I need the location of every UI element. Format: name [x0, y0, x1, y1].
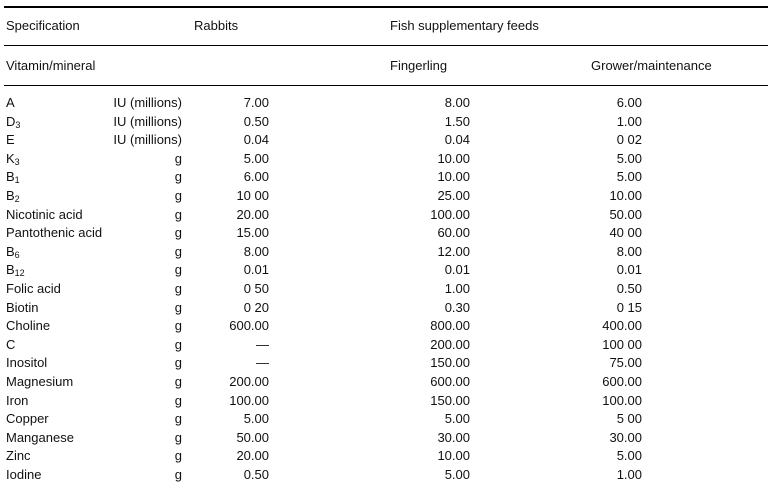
- nutrient-label: B: [6, 243, 15, 259]
- nutrient-label: Copper: [6, 411, 49, 427]
- nutrient-name: [6, 150, 20, 169]
- nutrient-subscript: 12: [14, 268, 25, 279]
- table-row: [0, 243, 772, 262]
- grower-cell: 50.00: [609, 206, 642, 222]
- rabbits-cell: 0.50: [243, 113, 269, 129]
- rabbits-cell: 15.00: [236, 225, 269, 241]
- nutrient-name: [6, 429, 74, 448]
- unit-cell: g: [174, 355, 182, 371]
- header-rule: [4, 45, 768, 46]
- rabbits-cell: 200.00: [229, 373, 269, 389]
- grower-cell: 75.00: [609, 355, 642, 371]
- unit-cell: g: [174, 392, 182, 408]
- nutrient-subscript: 3: [14, 156, 20, 167]
- nutrient-label: Choline: [6, 318, 51, 334]
- nutrient-subscript: 1: [14, 175, 20, 186]
- fingerling-cell: 200.00: [430, 336, 470, 352]
- nutrient-subscript: 2: [14, 193, 20, 204]
- nutrient-name: [6, 373, 73, 392]
- rabbits-cell: 0 20: [243, 299, 269, 315]
- grower-cell: 0 15: [616, 299, 642, 315]
- fingerling-cell: 150.00: [430, 392, 470, 408]
- table-row: [0, 206, 772, 225]
- unit-cell: g: [174, 187, 182, 203]
- nutrient-name: [6, 410, 49, 429]
- fingerling-cell: 10.00: [437, 448, 470, 464]
- unit-cell: IU (millions): [113, 132, 182, 148]
- fingerling-cell: 800.00: [430, 318, 470, 334]
- unit-cell: g: [174, 243, 182, 259]
- fingerling-cell: 600.00: [430, 373, 470, 389]
- table-row: [0, 224, 772, 243]
- grower-cell: 100 00: [602, 336, 642, 352]
- fingerling-cell: 5.00: [444, 466, 470, 482]
- rabbits-cell: —: [256, 355, 269, 371]
- grower-cell: 5.00: [616, 169, 642, 185]
- header-specification: Specification: [6, 18, 80, 33]
- nutrient-name: [6, 447, 31, 466]
- fingerling-cell: 10.00: [437, 169, 470, 185]
- nutrient-label: B: [6, 187, 15, 203]
- fingerling-cell: 100.00: [430, 206, 470, 222]
- fingerling-cell: 150.00: [430, 355, 470, 371]
- grower-cell: 5 00: [616, 411, 642, 427]
- nutrient-label: Magnesium: [6, 373, 74, 389]
- nutrient-label: D: [6, 113, 16, 129]
- rabbits-cell: 0.50: [243, 466, 269, 482]
- grower-cell: 400.00: [602, 318, 642, 334]
- nutrient-label: Biotin: [6, 299, 39, 315]
- nutrient-name: [6, 206, 83, 225]
- unit-cell: g: [174, 150, 182, 166]
- fingerling-cell: 10.00: [437, 150, 470, 166]
- rabbits-cell: 20.00: [236, 448, 269, 464]
- subheader-rule: [4, 85, 768, 86]
- grower-cell: 40 00: [609, 225, 642, 241]
- nutrient-name: [6, 280, 61, 299]
- fingerling-cell: 60.00: [437, 225, 470, 241]
- fingerling-cell: 0.01: [444, 262, 470, 278]
- nutrient-label: E: [6, 132, 15, 148]
- header-grower: Grower/maintenance: [591, 58, 712, 73]
- nutrient-label: Iodine: [6, 466, 42, 482]
- grower-cell: 30.00: [609, 429, 642, 445]
- grower-cell: 5.00: [616, 448, 642, 464]
- nutrient-name: [6, 317, 50, 336]
- unit-cell: g: [174, 206, 182, 222]
- unit-cell: g: [174, 336, 182, 352]
- fingerling-cell: 12.00: [437, 243, 470, 259]
- fingerling-cell: 8.00: [444, 95, 470, 110]
- table-row: [0, 373, 772, 392]
- grower-cell: 100.00: [602, 392, 642, 408]
- fingerling-cell: 1.00: [444, 280, 470, 296]
- nutrient-name: [6, 336, 15, 355]
- rabbits-cell: 0.04: [243, 132, 269, 148]
- table-row: [0, 392, 772, 411]
- unit-cell: g: [174, 318, 182, 334]
- unit-cell: g: [174, 299, 182, 315]
- grower-cell: 8.00: [616, 243, 642, 259]
- table-row: [0, 131, 772, 150]
- nutrient-name: [6, 261, 25, 280]
- grower-cell: 0.01: [616, 262, 642, 278]
- table-row: [0, 354, 772, 373]
- table-row: [0, 336, 772, 355]
- table-row: [0, 187, 772, 206]
- grower-cell: 5.00: [616, 150, 642, 166]
- table-row: [0, 317, 772, 336]
- rabbits-cell: 8.00: [243, 243, 269, 259]
- nutrient-name: [6, 299, 39, 318]
- nutrient-label: B: [6, 169, 15, 185]
- table-row: [0, 447, 772, 466]
- nutrient-name: [6, 466, 41, 485]
- unit-cell: g: [174, 429, 182, 445]
- nutrient-subscript: 6: [14, 249, 20, 260]
- nutrient-name: [6, 354, 47, 373]
- nutrient-label: Iron: [6, 392, 29, 408]
- nutrient-label: Nicotinic acid: [6, 206, 83, 222]
- nutrient-name: [6, 224, 102, 243]
- nutrient-label: Inositol: [6, 355, 48, 371]
- table-row: [0, 429, 772, 448]
- nutrient-label: A: [6, 95, 15, 110]
- nutrient-name: [6, 113, 20, 132]
- rabbits-cell: 100.00: [229, 392, 269, 408]
- rabbits-cell: 600.00: [229, 318, 269, 334]
- rabbits-cell: 0.01: [243, 262, 269, 278]
- rabbits-cell: 10 00: [236, 187, 269, 203]
- grower-cell: 600.00: [602, 373, 642, 389]
- nutrient-label: Zinc: [6, 448, 31, 464]
- rabbits-cell: 50.00: [236, 429, 269, 445]
- header-fish-feeds: Fish supplementary feeds: [390, 18, 539, 33]
- nutrient-name: [6, 131, 15, 150]
- table-top-rule: [4, 6, 768, 8]
- table-row: [0, 410, 772, 429]
- nutrient-label: K: [6, 150, 15, 166]
- fingerling-cell: 25.00: [437, 187, 470, 203]
- unit-cell: g: [174, 280, 182, 296]
- table-row: [0, 168, 772, 187]
- nutrient-name: [6, 243, 20, 262]
- rabbits-cell: —: [256, 336, 269, 352]
- table-row: [0, 299, 772, 318]
- unit-cell: g: [174, 411, 182, 427]
- unit-cell: g: [174, 262, 182, 278]
- rabbits-cell: 6.00: [243, 169, 269, 185]
- unit-cell: IU (millions): [113, 95, 182, 110]
- grower-cell: 0.50: [616, 280, 642, 296]
- nutrient-name: [6, 392, 28, 411]
- table-row: [0, 280, 772, 299]
- fingerling-cell: 0.04: [444, 132, 470, 148]
- table-row: [0, 94, 772, 113]
- rabbits-cell: 5.00: [243, 411, 269, 427]
- nutrient-label: B: [6, 262, 15, 278]
- nutrient-name: [6, 187, 20, 206]
- header-rabbits: Rabbits: [194, 18, 239, 33]
- unit-cell: g: [174, 373, 182, 389]
- rabbits-cell: 20.00: [236, 206, 269, 222]
- unit-cell: g: [174, 448, 182, 464]
- fingerling-cell: 0.30: [444, 299, 470, 315]
- nutrient-name: [6, 168, 20, 187]
- nutrient-label: C: [6, 336, 16, 352]
- unit-cell: g: [174, 169, 182, 185]
- table-row: [0, 261, 772, 280]
- rabbits-cell: 0 50: [243, 280, 269, 296]
- grower-cell: 0 02: [616, 132, 642, 148]
- fingerling-cell: 5.00: [444, 411, 470, 427]
- unit-cell: IU (millions): [113, 113, 182, 129]
- nutrient-label: Manganese: [6, 429, 74, 445]
- nutrient-label: Pantothenic acid: [6, 225, 103, 241]
- nutrient-name: [6, 94, 15, 113]
- grower-cell: 6.00: [616, 95, 642, 110]
- rabbits-cell: 5.00: [243, 150, 269, 166]
- header-vitamin-mineral: Vitamin/mineral: [6, 58, 96, 73]
- fingerling-cell: 1.50: [444, 113, 470, 129]
- table-row: [0, 150, 772, 169]
- unit-cell: g: [174, 466, 182, 482]
- grower-cell: 1.00: [616, 113, 642, 129]
- table-row: [0, 466, 772, 485]
- grower-cell: 10.00: [609, 187, 642, 203]
- rabbits-cell: 7.00: [243, 95, 269, 110]
- table-row: [0, 113, 772, 132]
- unit-cell: g: [174, 225, 182, 241]
- table-body: [0, 94, 772, 484]
- nutrient-label: Folic acid: [6, 280, 61, 296]
- header-fingerling: Fingerling: [390, 58, 448, 73]
- fingerling-cell: 30.00: [437, 429, 470, 445]
- grower-cell: 1.00: [616, 466, 642, 482]
- nutrient-subscript: 3: [15, 119, 21, 130]
